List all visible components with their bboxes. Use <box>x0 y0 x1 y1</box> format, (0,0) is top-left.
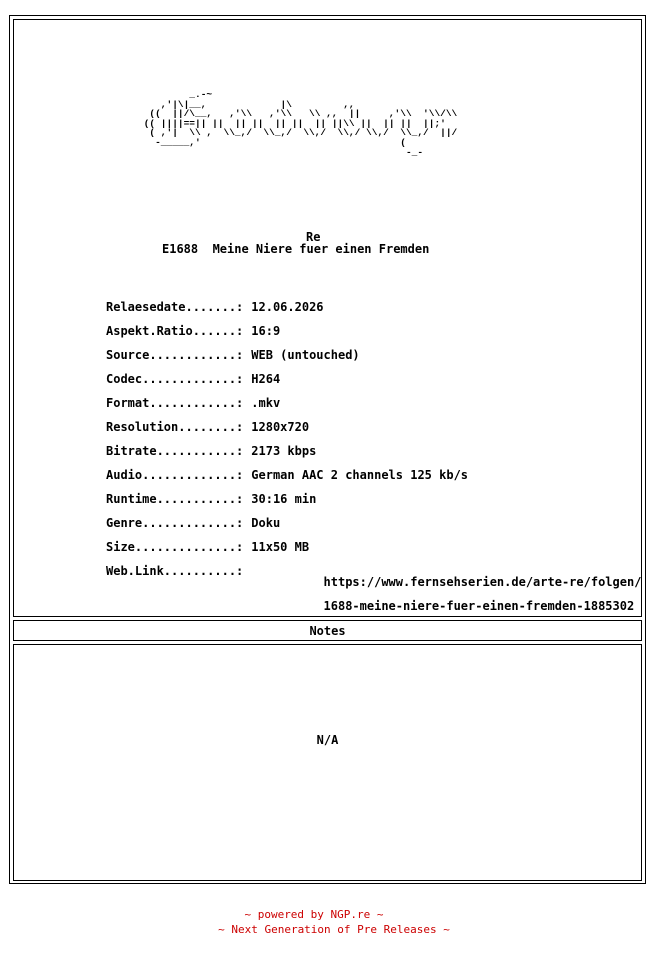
notes-heading: Notes <box>309 624 346 638</box>
info-key: Bitrate...........: <box>106 444 244 458</box>
weblink-line-2[interactable]: 1688-meine-niere-fuer-einen-fremden-1885302 <box>323 599 635 613</box>
info-key: Format............: <box>106 396 244 410</box>
info-value: 11x50 MB <box>251 540 310 554</box>
release-info-panel <box>13 19 642 617</box>
info-key: Relaesedate.......: <box>106 300 244 314</box>
info-row-bitrate <box>106 444 641 468</box>
info-value: H264 <box>251 372 281 386</box>
info-list <box>106 300 642 613</box>
info-key: Source............: <box>106 348 244 362</box>
info-value: Doku <box>251 516 281 530</box>
info-key: Codec.............: <box>106 372 244 386</box>
info-key: Aspekt.Ratio......: <box>106 324 244 338</box>
info-row-releasedate <box>106 300 641 324</box>
nfo-frame <box>9 15 646 884</box>
notes-panel <box>13 644 642 881</box>
info-value: German AAC 2 channels 125 kb/s <box>251 468 469 482</box>
info-row-size <box>106 540 641 564</box>
footer-powered-by[interactable]: ~ powered by NGP.re ~ <box>244 908 384 921</box>
info-row-source <box>106 348 641 372</box>
info-key: Size..............: <box>106 540 244 554</box>
info-value: .mkv <box>251 396 281 410</box>
notes-body: N/A <box>316 733 339 747</box>
info-value: 12.06.2026 <box>251 300 324 314</box>
info-value: 30:16 min <box>251 492 317 506</box>
info-value: 16:9 <box>251 324 281 338</box>
notes-header-panel <box>13 620 642 641</box>
info-key: Web.Link..........: <box>106 564 244 578</box>
info-row-runtime <box>106 492 641 516</box>
footer-tagline: ~ Next Generation of Pre Releases ~ <box>218 923 450 936</box>
info-row-codec <box>106 372 641 396</box>
info-row-audio <box>106 468 641 492</box>
release-title: E1688 Meine Niere fuer einen Fremden <box>162 242 430 256</box>
info-value: WEB (untouched) <box>251 348 360 362</box>
info-row-weblink <box>106 564 642 613</box>
weblink-value[interactable] <box>251 564 642 613</box>
info-key: Resolution........: <box>106 420 244 434</box>
release-prefix: Re <box>306 230 321 244</box>
ascii-logo: _.-~ ,'|\|__, |\ ,, (( ||/\__, ,'\\ ,'\\ \\ ,, || ,'\\ '\\/\\ (( ||||==|| || || || || || || ||\\ || || || ||;' ( ,'| \\ , \\_,/ \\_,/ \\,/ \\,/ \\,/ \\_,/ ||/ -_____,' ( -_- <box>143 89 458 158</box>
weblink-line-1[interactable]: https://www.fernsehserien.de/arte-re/folgen/ <box>323 575 642 589</box>
info-row-genre <box>106 516 641 540</box>
info-row-format <box>106 396 641 420</box>
info-key: Audio.............: <box>106 468 244 482</box>
info-key: Genre.............: <box>106 516 244 530</box>
info-row-aspect-ratio <box>106 324 641 348</box>
info-row-resolution <box>106 420 641 444</box>
info-key: Runtime...........: <box>106 492 244 506</box>
info-value: 1280x720 <box>251 420 310 434</box>
info-value: 2173 kbps <box>251 444 317 458</box>
